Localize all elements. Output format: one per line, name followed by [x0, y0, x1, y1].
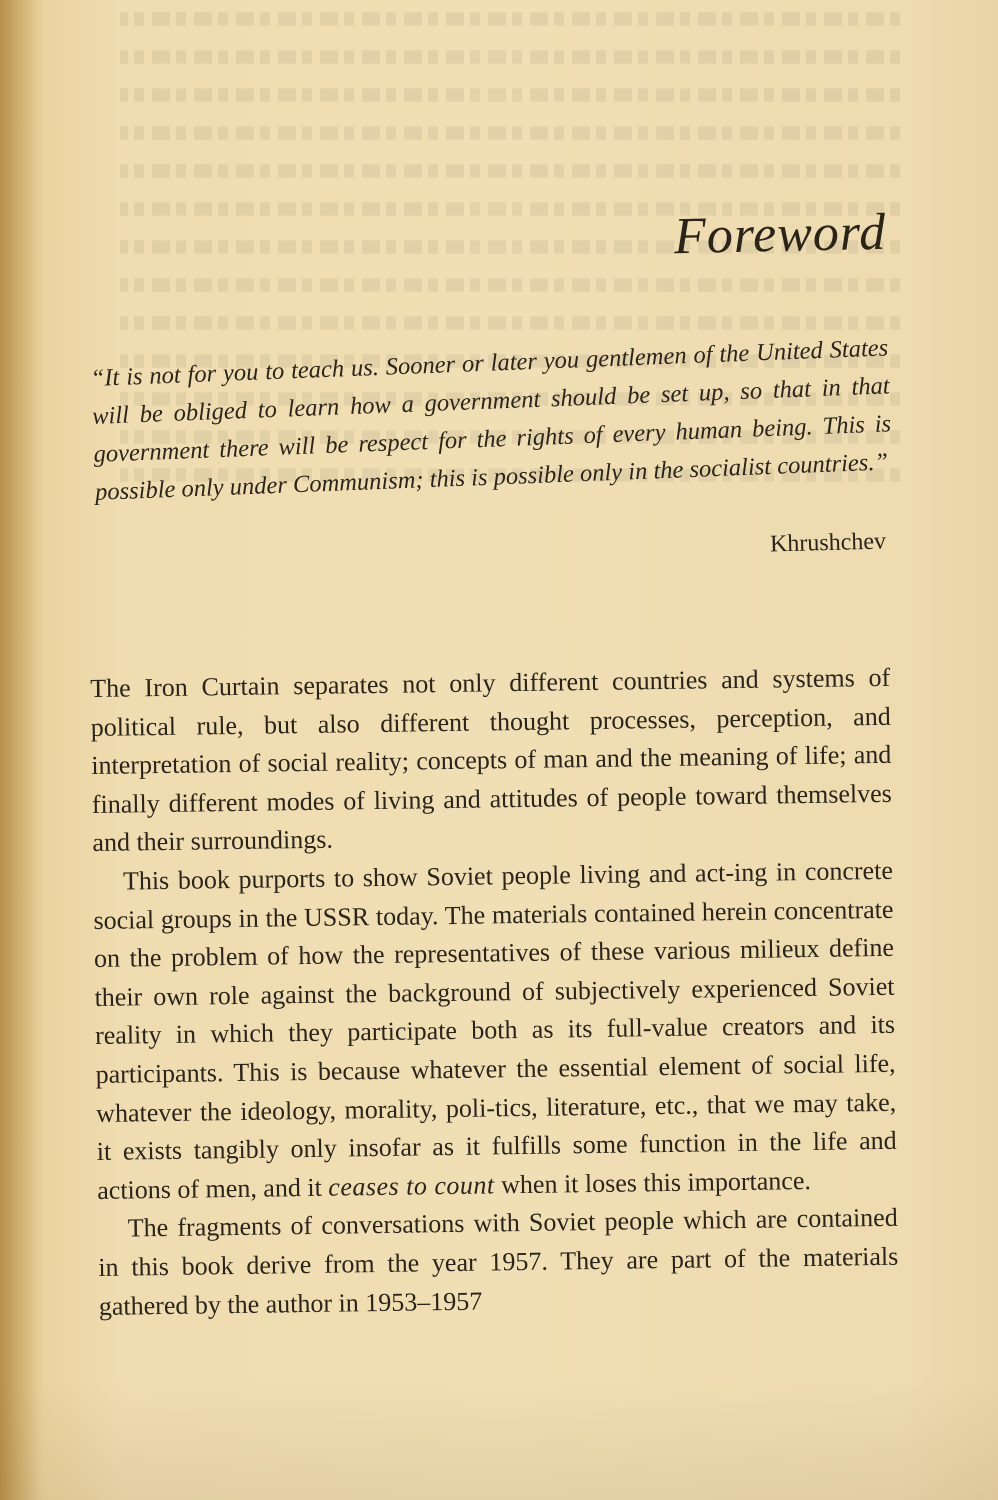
- chapter-title: Foreword: [673, 203, 887, 266]
- page-shadow: [0, 1380, 998, 1500]
- epigraph-attribution: Khrushchev: [769, 528, 887, 558]
- paragraph-2-text: This book purports to show Soviet people living and act-ing in concrete social groups in the USSR today. The materials contained herein concentrate on the problem of how the representatives of these various milieux define their own role against the background of subjectively experienced Soviet reality in which they participate both as its full-value creators and its participants. This is because whatever the essential element of social life, whatever the ideology, morality, poli-tics, literature, etc., that we may take, it exists tangibly only insofar as it fulfills some function in the life and actions of men, and it: [93, 855, 897, 1205]
- paragraph-1: The Iron Curtain separates not only different countries and systems of political rule, but also different thought processes, perception, and interpretation of social reality; concepts of man and the meaning of life; and finally different modes of living and attitudes of people toward themselves and their surroundings.: [90, 662, 892, 858]
- paragraph-3: The fragments of conversations with Soviet people which are contained in this book derive from the year 1957. They are part of the materials gathered by the author in 1953–1957: [98, 1203, 899, 1321]
- gutter-shadow: [0, 0, 40, 1500]
- paragraph-2-end: when it loses this importance.: [494, 1165, 812, 1200]
- emphasis-text: ceases to count: [328, 1170, 495, 1202]
- paragraph-2: [93, 852, 898, 1210]
- body-text: [90, 659, 899, 1326]
- epigraph-quote: “It is not for you to teach us. Sooner or later you gentlemen of the United States will be obliged to learn how a government should be set up, so that in that government there will be respect for the rights of every human being. This is possible only under Communism; this is possible only in the socialist countries.”: [90, 334, 892, 506]
